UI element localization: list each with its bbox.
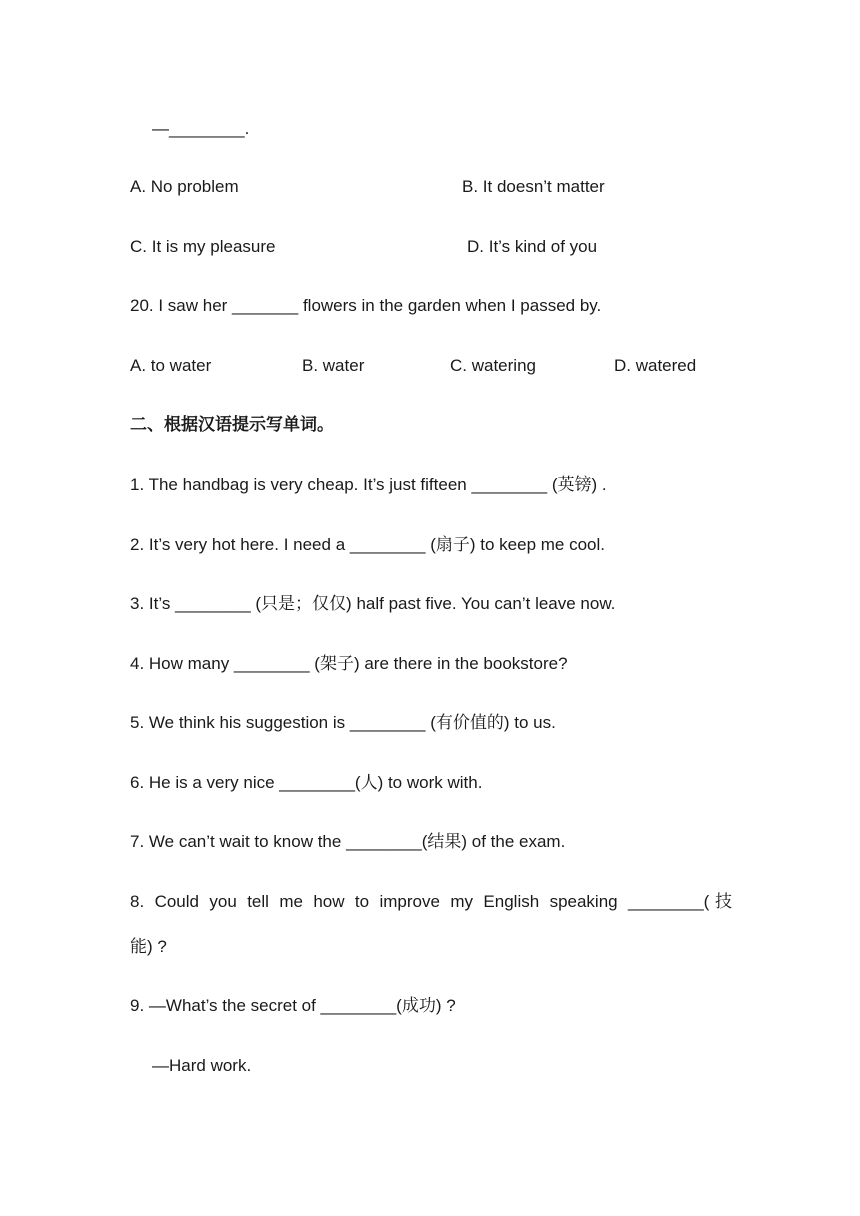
item-9-answer: —Hard work.: [152, 1056, 252, 1075]
q20-option-c: C. watering: [450, 356, 536, 375]
q19-option-d: D. It’s kind of you: [467, 237, 598, 256]
item-4: 4. How many ________ (架子) are there in the bookstore?: [130, 654, 568, 673]
q20-option-a: A. to water: [130, 356, 212, 375]
section-heading: 二、根据汉语提示写单词。: [130, 415, 334, 434]
item-8-line-1: 8. Could you tell me how to improve my English speaking ________(技: [130, 892, 732, 911]
q20-option-d: D. watered: [614, 356, 697, 375]
q19-option-a: A. No problem: [130, 177, 239, 196]
item-9: 9. —What’s the secret of ________(成功) ?: [130, 996, 456, 1015]
top-answer-line: —________.: [152, 119, 250, 138]
item-1: 1. The handbag is very cheap. It’s just fifteen ________ (英镑) .: [130, 475, 607, 494]
q19-option-b: B. It doesn’t matter: [462, 177, 605, 196]
item-5: 5. We think his suggestion is ________ (有价值的) to us.: [130, 713, 556, 732]
q20-question: 20. I saw her _______ flowers in the garden when I passed by.: [130, 296, 602, 315]
item-2: 2. It’s very hot here. I need a ________ (扇子) to keep me cool.: [130, 535, 606, 554]
q19-option-c: C. It is my pleasure: [130, 237, 276, 256]
item-6: 6. He is a very nice ________(人) to work with.: [130, 773, 483, 792]
q20-option-b: B. water: [302, 356, 365, 375]
item-3: 3. It’s ________ (只是；仅仅) half past five. You can’t leave now.: [130, 594, 616, 613]
item-7: 7. We can’t wait to know the ________(结果) of the exam.: [130, 832, 566, 851]
item-8-line-2: 能) ?: [130, 937, 167, 956]
